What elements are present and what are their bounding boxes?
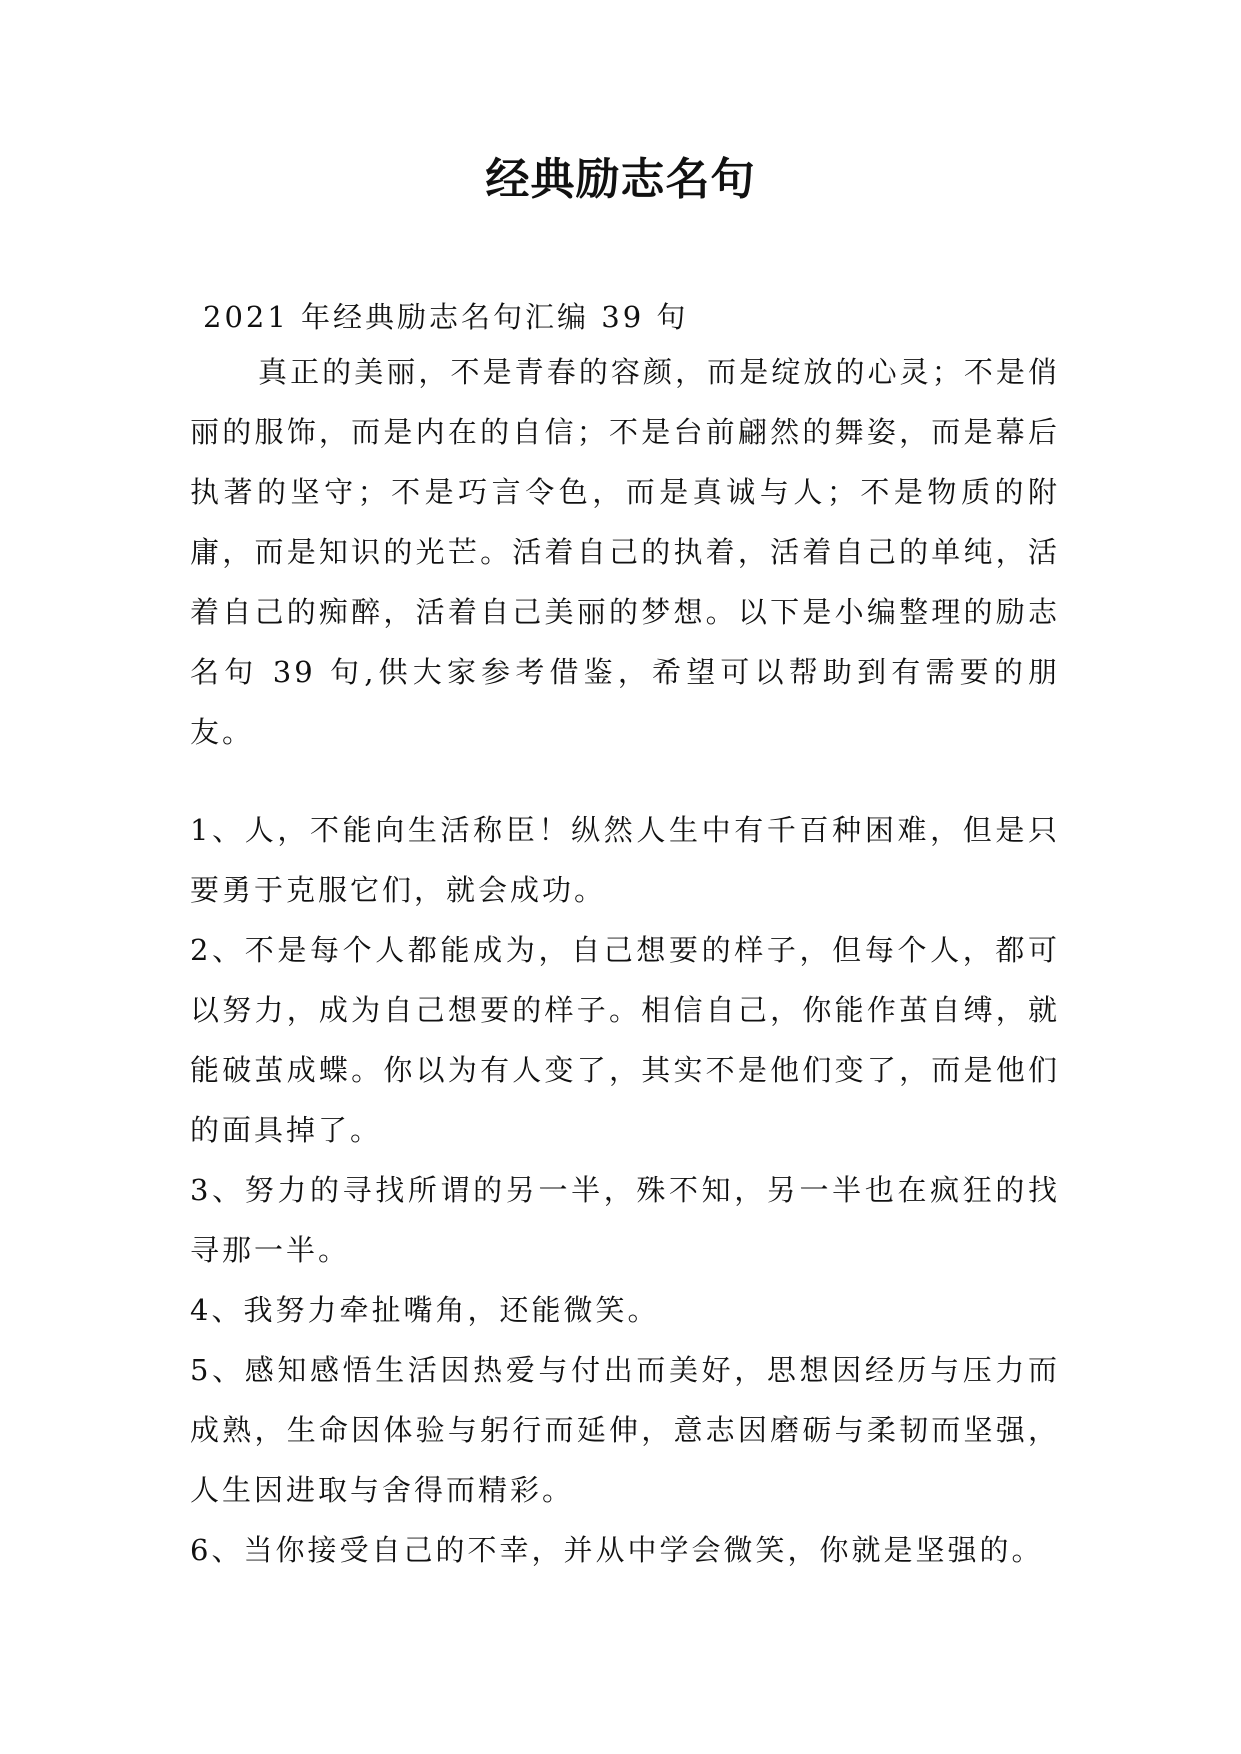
quote-item: 6、当你接受自己的不幸，并从中学会微笑，你就是坚强的。 <box>190 1533 1044 1567</box>
intro-paragraph: 真正的美丽，不是青春的容颜，而是绽放的心灵；不是俏丽的服饰，而是内在的自信；不是台前翩然的舞姿，而是幕后执著的坚守；不是巧言令色，而是真诚与人；不是物质的附庸，而是知识的光芒。活着自己的执着，活着自己的单纯，活着自己的痴醉，活着自己美丽的梦想。以下是小编整理的励志名句 39 句,供大家参考借鉴，希望可以帮助到有需要的朋友。 <box>190 355 1060 749</box>
quote-item: 4、我努力牵扯嘴角，还能微笑。 <box>190 1293 660 1327</box>
document-subtitle: 2021 年经典励志名句汇编 39 句 <box>203 300 689 334</box>
quote-item: 1、人，不能向生活称臣！纵然人生中有千百种困难，但是只要勇于克服它们，就会成功。 <box>190 813 1060 907</box>
document-title: 经典励志名句 <box>485 154 756 205</box>
quote-list <box>190 800 1060 1580</box>
quote-item: 5、感知感悟生活因热爱与付出而美好，思想因经历与压力而成熟，生命因体验与躬行而延伸，意志因磨砺与柔韧而坚强，人生因进取与舍得而精彩。 <box>190 1353 1060 1507</box>
quote-item: 3、努力的寻找所谓的另一半，殊不知，另一半也在疯狂的找寻那一半。 <box>190 1173 1060 1267</box>
quote-item: 2、不是每个人都能成为，自己想要的样子，但每个人，都可以努力，成为自己想要的样子。相信自己，你能作茧自缚，就能破茧成蝶。你以为有人变了，其实不是他们变了，而是他们的面具掉了。 <box>190 933 1060 1147</box>
